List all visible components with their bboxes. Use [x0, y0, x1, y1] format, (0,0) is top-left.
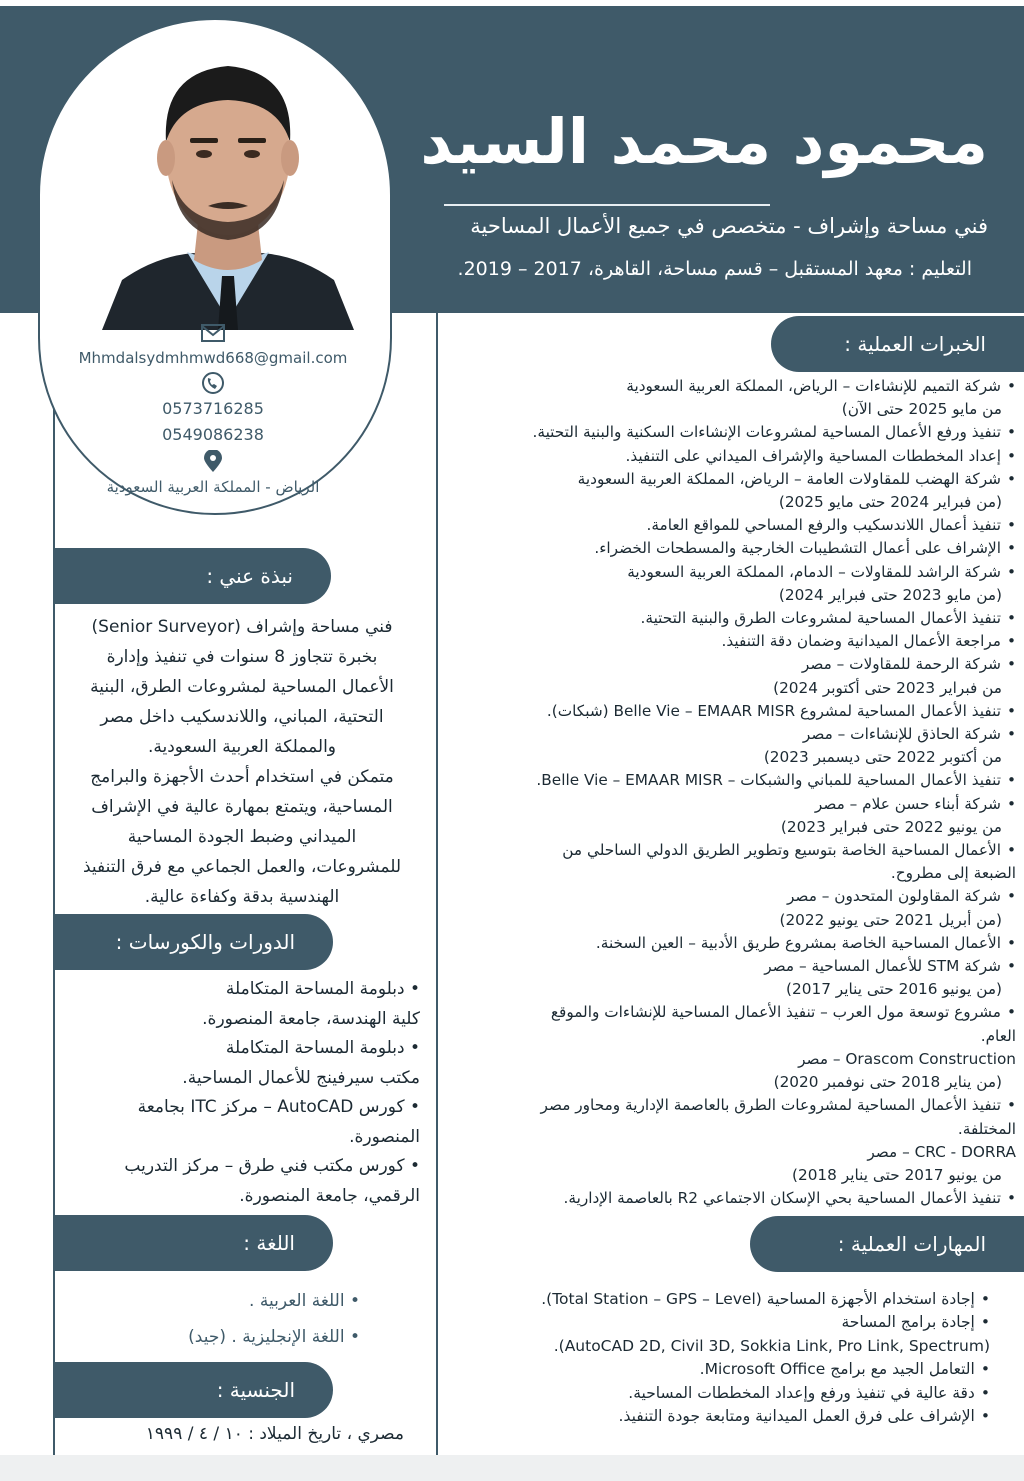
about-line: بخبرة تتجاوز 8 سنوات في تنفيذ وإدارة: [106, 647, 378, 667]
language-item: • اللغة الإنجليزية . (جيد): [188, 1327, 360, 1347]
courses-list: [66, 975, 420, 1211]
person-portrait-icon: [82, 30, 374, 330]
name-underline: [444, 204, 770, 206]
about-heading: نبذة عني :: [55, 548, 331, 604]
experience-list: [444, 375, 1016, 1210]
experience-line: CRC - DORRA – مصر: [867, 1142, 1016, 1161]
about-line: متمكن في استخدام أحدث الأجهزة والبرامج: [90, 767, 394, 787]
course-line: المنصورة.: [349, 1126, 420, 1147]
experience-line: • مراجعة الأعمال الميدانية وضمان دقة التنفيذ.: [444, 630, 1016, 653]
phone-icon: [58, 371, 368, 395]
experience-line: (من مايو 2023 حتى فبراير 2024): [778, 585, 1002, 604]
course-line: مكتب سيرفينج للأعمال المساحية.: [182, 1067, 420, 1088]
job-title: فني مساحة وإشراف - متخصص في جميع الأعمال المساحية: [470, 214, 988, 238]
course-line: • كورس مكتب فني طرق – مركز التدريب: [124, 1156, 420, 1176]
phone-number-2[interactable]: 0549086238: [162, 425, 264, 444]
experience-line: • تنفيذ الأعمال المساحية لمشروعات الطرق بالعاصمة الإدارية ومحاور مصر: [444, 1094, 1016, 1117]
course-line: الرقمي، جامعة المنصورة.: [239, 1185, 420, 1206]
language-heading: اللغة :: [55, 1215, 333, 1271]
experience-line: • الأعمال المساحية الخاصة بتوسيع وتطوير الطريق الدولي الساحلي من: [444, 839, 1016, 862]
experience-heading: الخبرات العملية :: [771, 316, 1024, 372]
experience-line: • شركة المقاولون المتحدون – مصر: [444, 885, 1016, 908]
experience-line: • شركة أبناء حسن علام – مصر: [444, 793, 1016, 816]
skill-line: • دقة عالية في تنفيذ ورفع وإعداد المخططات المساحية.: [470, 1382, 990, 1405]
nationality-text: مصري ، تاريخ الميلاد : ١٠ / ٤ / ١٩٩٩: [145, 1424, 404, 1444]
about-line: الأعمال المساحية لمشروعات الطرق، البنية: [90, 677, 394, 697]
skill-line: • إجادة استخدام الأجهزة المساحية (Total Station – GPS – Level).: [470, 1288, 990, 1311]
about-line: والمملكة العربية السعودية.: [147, 737, 337, 757]
experience-line: • شركة STM للأعمال المساحية – مصر: [444, 955, 1016, 978]
experience-line: • مشروع توسعة مول العرب – تنفيذ الأعمال المساحية للإنشاءات والموقع: [444, 1001, 1016, 1024]
full-name: محمود محمد السيد: [420, 105, 988, 178]
experience-line: (من يناير 2018 حتى نوفمبر 2020): [773, 1073, 1002, 1092]
experience-line: Orascom Construction – مصر: [798, 1049, 1016, 1068]
profile-photo: [82, 30, 374, 330]
about-line: فني مساحة وإشراف (Senior Surveyor): [91, 617, 393, 637]
language-arabic: اللغة العربية .: [249, 1291, 345, 1311]
skill-line: (AutoCAD 2D, Civil 3D, Sokkia Link, Pro Link, Spectrum).: [553, 1336, 990, 1355]
middle-divider: [436, 313, 438, 1455]
experience-line: (من أبريل 2021 حتى يونيو 2022): [779, 910, 1002, 929]
skill-line: • إجادة برامج المساحة: [470, 1311, 990, 1334]
experience-line: • تنفيذ الأعمال المساحية لمشروع Belle Vie – EMAAR MISR (شبكات).: [444, 700, 1016, 723]
experience-line: • إعداد المخططات المساحية والإشراف الميداني على التنفيذ.: [444, 445, 1016, 468]
bottom-margin: [0, 1455, 1024, 1481]
experience-line: من أكتوبر 2022 حتى ديسمبر 2023): [763, 748, 1002, 767]
email-text[interactable]: Mhmdalsydmhmwd668@gmail.com: [78, 349, 348, 367]
about-line: للمشروعات، والعمل الجماعي مع فرق التنفيذ: [82, 857, 402, 877]
nationality-heading: الجنسية :: [55, 1362, 333, 1418]
course-line: • دبلومة المساحة المتكاملة: [225, 1038, 420, 1058]
experience-line: • تنفيذ ورفع الأعمال المساحية لمشروعات الإنشاءات السكنية والبنية التحتية.: [444, 421, 1016, 444]
experience-line: • شركة الحاذق للإنشاءات – مصر: [444, 723, 1016, 746]
left-divider: [53, 313, 55, 1455]
experience-line: (من فبراير 2024 حتى مايو 2025): [778, 493, 1002, 512]
experience-line: من يونيو 2017 حتى يناير 2018): [792, 1165, 1002, 1184]
course-line: • دبلومة المساحة المتكاملة: [225, 979, 420, 999]
experience-line: • شركة التميم للإنشاءات – الرياض، المملكة العربية السعودية: [444, 375, 1016, 398]
about-line: المساحية، ويتمتع بمهارة عالية في الإشراف: [91, 797, 393, 817]
experience-line: العام.: [980, 1026, 1016, 1045]
experience-line: • شركة الهضب للمقاولات العامة – الرياض، المملكة العربية السعودية: [444, 468, 1016, 491]
experience-line: • الأعمال المساحية الخاصة بمشروع طريق الأدبية – العين السخنة.: [444, 932, 1016, 955]
experience-line: من مايو 2025 حتى الآن): [841, 400, 1002, 419]
course-line: كلية الهندسة، جامعة المنصورة.: [202, 1008, 420, 1029]
experience-line: • تنفيذ الأعمال المساحية لمشروعات الطرق والبنية التحتية.: [444, 607, 1016, 630]
about-text: [58, 612, 426, 912]
skill-line: • التعامل الجيد مع برامج Microsoft Office.: [470, 1358, 990, 1381]
experience-line: الضبعة إلى مطروح.: [890, 864, 1016, 883]
language-english: اللغة الإنجليزية . (جيد): [188, 1327, 345, 1347]
phone-number-1[interactable]: 0573716285: [162, 399, 264, 418]
experience-line: المختلفة.: [957, 1119, 1016, 1138]
experience-line: • تنفيذ الأعمال المساحية للمباني والشبكات – Belle Vie – EMAAR MISR.: [444, 769, 1016, 792]
experience-line: • تنفيذ الأعمال المساحية بحي الإسكان الاجتماعي R2 بالعاصمة الإدارية.: [444, 1187, 1016, 1210]
about-line: التحتية، المباني، واللاندسكيب داخل مصر: [100, 707, 384, 727]
about-line: الميداني وضبط الجودة المساحية: [127, 827, 357, 847]
skills-list: [470, 1288, 990, 1428]
education-summary: التعليم : معهد المستقبل – قسم مساحة، القاهرة، 2017 – 2019.: [457, 258, 972, 280]
location-text: الرياض - المملكة العربية السعودية: [106, 478, 320, 496]
course-line: • كورس AutoCAD – مركز ITC بجامعة: [137, 1097, 420, 1117]
experience-line: • شركة الراشد للمقاولات – الدمام، المملكة العربية السعودية: [444, 561, 1016, 584]
experience-line: • تنفيذ أعمال اللاندسكيب والرفع المساحي للمواقع العامة.: [444, 514, 1016, 537]
language-item: • اللغة العربية .: [249, 1291, 360, 1311]
location-pin-icon: [58, 450, 368, 474]
experience-line: • شركة الرحمة للمقاولات – مصر: [444, 653, 1016, 676]
about-line: الهندسية بدقة وكفاءة عالية.: [144, 887, 340, 907]
experience-line: • الإشراف على أعمال التشطيبات الخارجية والمسطحات الخضراء.: [444, 537, 1016, 560]
courses-heading: الدورات والكورسات :: [55, 914, 333, 970]
experience-line: من فبراير 2023 حتى أكتوبر 2024): [773, 678, 1002, 697]
envelope-icon: [58, 322, 368, 346]
experience-line: من يونيو 2022 حتى فبراير 2023): [780, 817, 1002, 836]
experience-line: (من يونيو 2016 حتى يناير 2017): [786, 980, 1002, 999]
skills-heading: المهارات العملية :: [750, 1216, 1024, 1272]
language-list: [60, 1288, 360, 1360]
skill-line: • الإشراف على فرق العمل الميدانية ومتابعة جودة التنفيذ.: [470, 1405, 990, 1428]
